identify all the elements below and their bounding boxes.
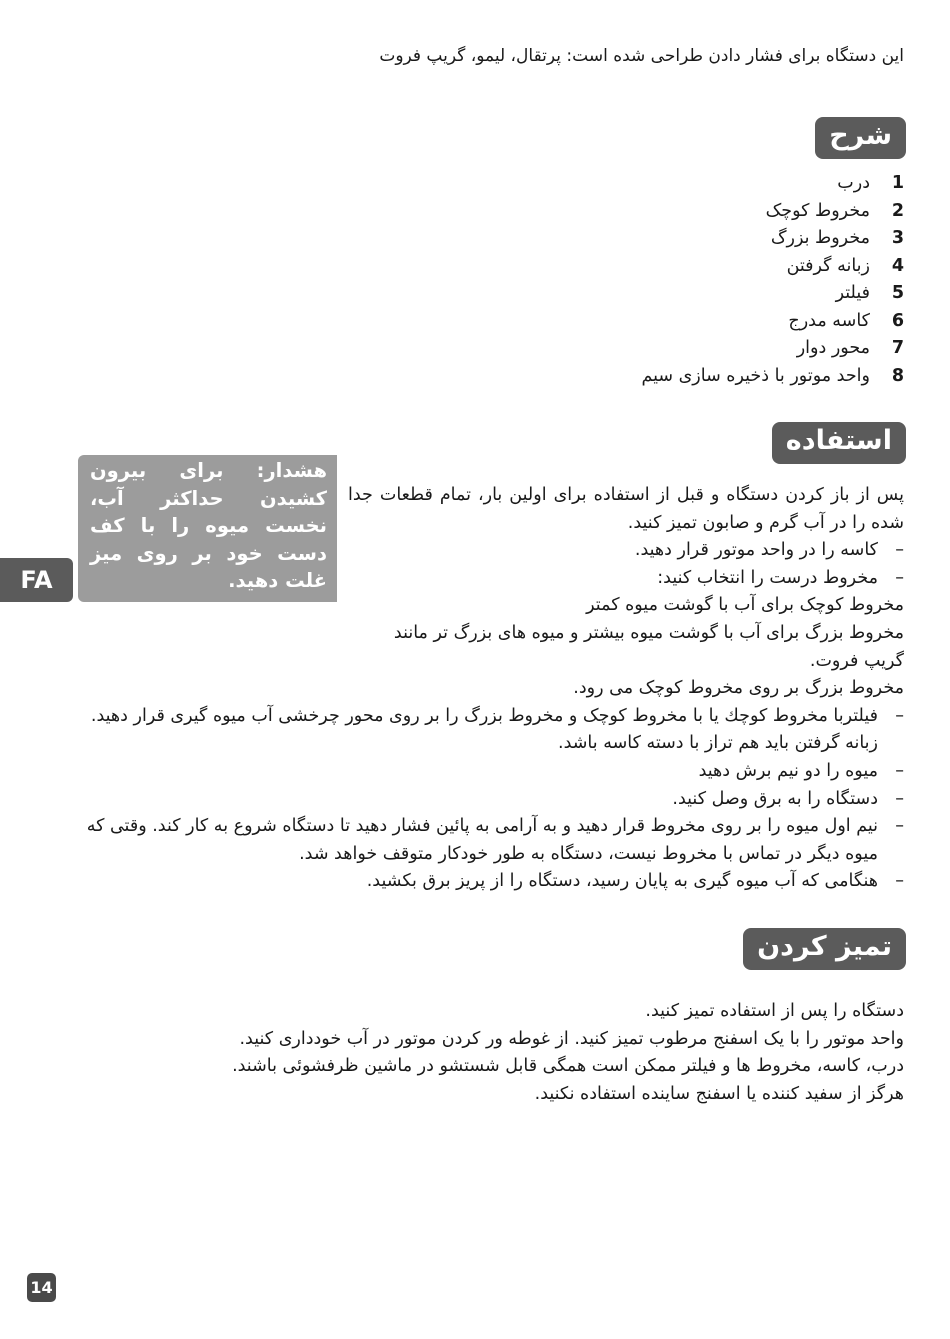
part-number: 3 <box>891 228 904 248</box>
list-item <box>404 198 904 226</box>
cleaning-line: واحد موتور را با یک اسفنج مرطوب تمیز کنید. از غوطه ور کردن موتور در آب خودداری کنید. <box>239 1028 904 1049</box>
part-number: 1 <box>891 173 904 193</box>
usage-step: – کاسه را در واحد موتور قرار دهید. <box>82 537 904 565</box>
section-title-description: شرح <box>815 117 906 159</box>
cleaning-section <box>144 998 904 1108</box>
usage-step: – فیلتربا مخروط کوچك یا با مخروط کوچک و مخروط بزرگ را بر روی محور چرخشی آب میوه گیری قرار دهید. زبانه گرفتن باید هم تراز با دسته کاسه باشد. <box>82 703 904 758</box>
usage-step: – دستگاه را به برق وصل کنید. <box>82 786 904 814</box>
part-label: درب <box>837 173 870 193</box>
usage-section <box>82 482 904 896</box>
cleaning-line: هرگز از سفید کننده یا اسفنج ساینده استفاده نکنید. <box>534 1083 904 1104</box>
part-number: 2 <box>891 200 904 221</box>
list-item <box>404 335 904 363</box>
part-label: کاسه مدرج <box>788 310 870 331</box>
part-label: مخروط بزرگ <box>770 228 870 248</box>
part-number: 6 <box>891 310 904 331</box>
list-item <box>404 170 904 198</box>
list-item <box>404 363 904 391</box>
parts-list <box>404 170 904 390</box>
section-title-cleaning: تمیز کردن <box>743 928 906 970</box>
part-number: 5 <box>891 283 904 303</box>
part-label: مخروط کوچک <box>765 200 870 221</box>
usage-steps <box>82 537 904 896</box>
cleaning-line: دستگاه را پس از استفاده تمیز کنید. <box>645 1001 904 1021</box>
warning-body: برای بیرون کشیدن حداکثر آب، نخست میوه را با کف دست خود بر روی میز غلت دهید. <box>90 459 327 592</box>
part-number: 4 <box>891 255 904 276</box>
part-number: 7 <box>891 338 904 358</box>
part-number: 8 <box>891 365 904 386</box>
intro-text: این دستگاه برای فشار دادن طراحی شده است: پرتقال، لیمو، گریپ فروت <box>379 46 904 66</box>
language-tab: FA <box>0 558 73 602</box>
page-number: 14 <box>27 1273 56 1302</box>
usage-substep: مخروط بزرگ بر روی مخروط کوچک می رود. <box>573 678 904 699</box>
usage-step: – نیم اول میوه را بر روی مخروط قرار دهید و به آرامی به پائین فشار دهید تا دستگاه شروع به کار کند. وقتی که میوه دیگر در تماس با مخروط نیست، دستگاه به طور خودکار متوقف خواهد شد. <box>82 813 904 868</box>
part-label: فیلتر <box>835 283 870 303</box>
part-label: زبانه گرفتن <box>786 255 870 276</box>
usage-substep: مخروط کوچک برای آب با گوشت میوه کمتر <box>586 595 904 616</box>
cleaning-line: درب، کاسه، مخروط ها و فیلتر ممکن است همگی قابل شستشو در ماشین ظرفشوئی باشند. <box>232 1056 904 1077</box>
usage-intro: پس از باز کردن دستگاه و قبل از استفاده برای اولین بار، تمام قطعات جدا شده را در آب گرم و صابون تمیز کنید. <box>348 485 904 533</box>
usage-step: – میوه را دو نیم برش دهید <box>82 758 904 786</box>
part-label: واحد موتور با ذخیره سازی سیم <box>641 365 870 386</box>
usage-step: – هنگامی که آب میوه گیری به پایان رسید، دستگاه را از پریز برق بکشید. <box>82 868 904 896</box>
list-item <box>404 225 904 253</box>
usage-substep: مخروط بزرگ برای آب با گوشت میوه بیشتر و میوه های بزرگ تر مانند گریپ فروت. <box>393 622 904 671</box>
part-label: محور دوار <box>796 338 870 358</box>
list-item <box>404 280 904 308</box>
warning-title: هشدار: <box>256 459 327 482</box>
section-title-usage: استفاده <box>772 422 906 464</box>
usage-step: – مخروط درست را انتخاب کنید: <box>82 565 904 593</box>
list-item <box>404 308 904 336</box>
list-item <box>404 253 904 281</box>
